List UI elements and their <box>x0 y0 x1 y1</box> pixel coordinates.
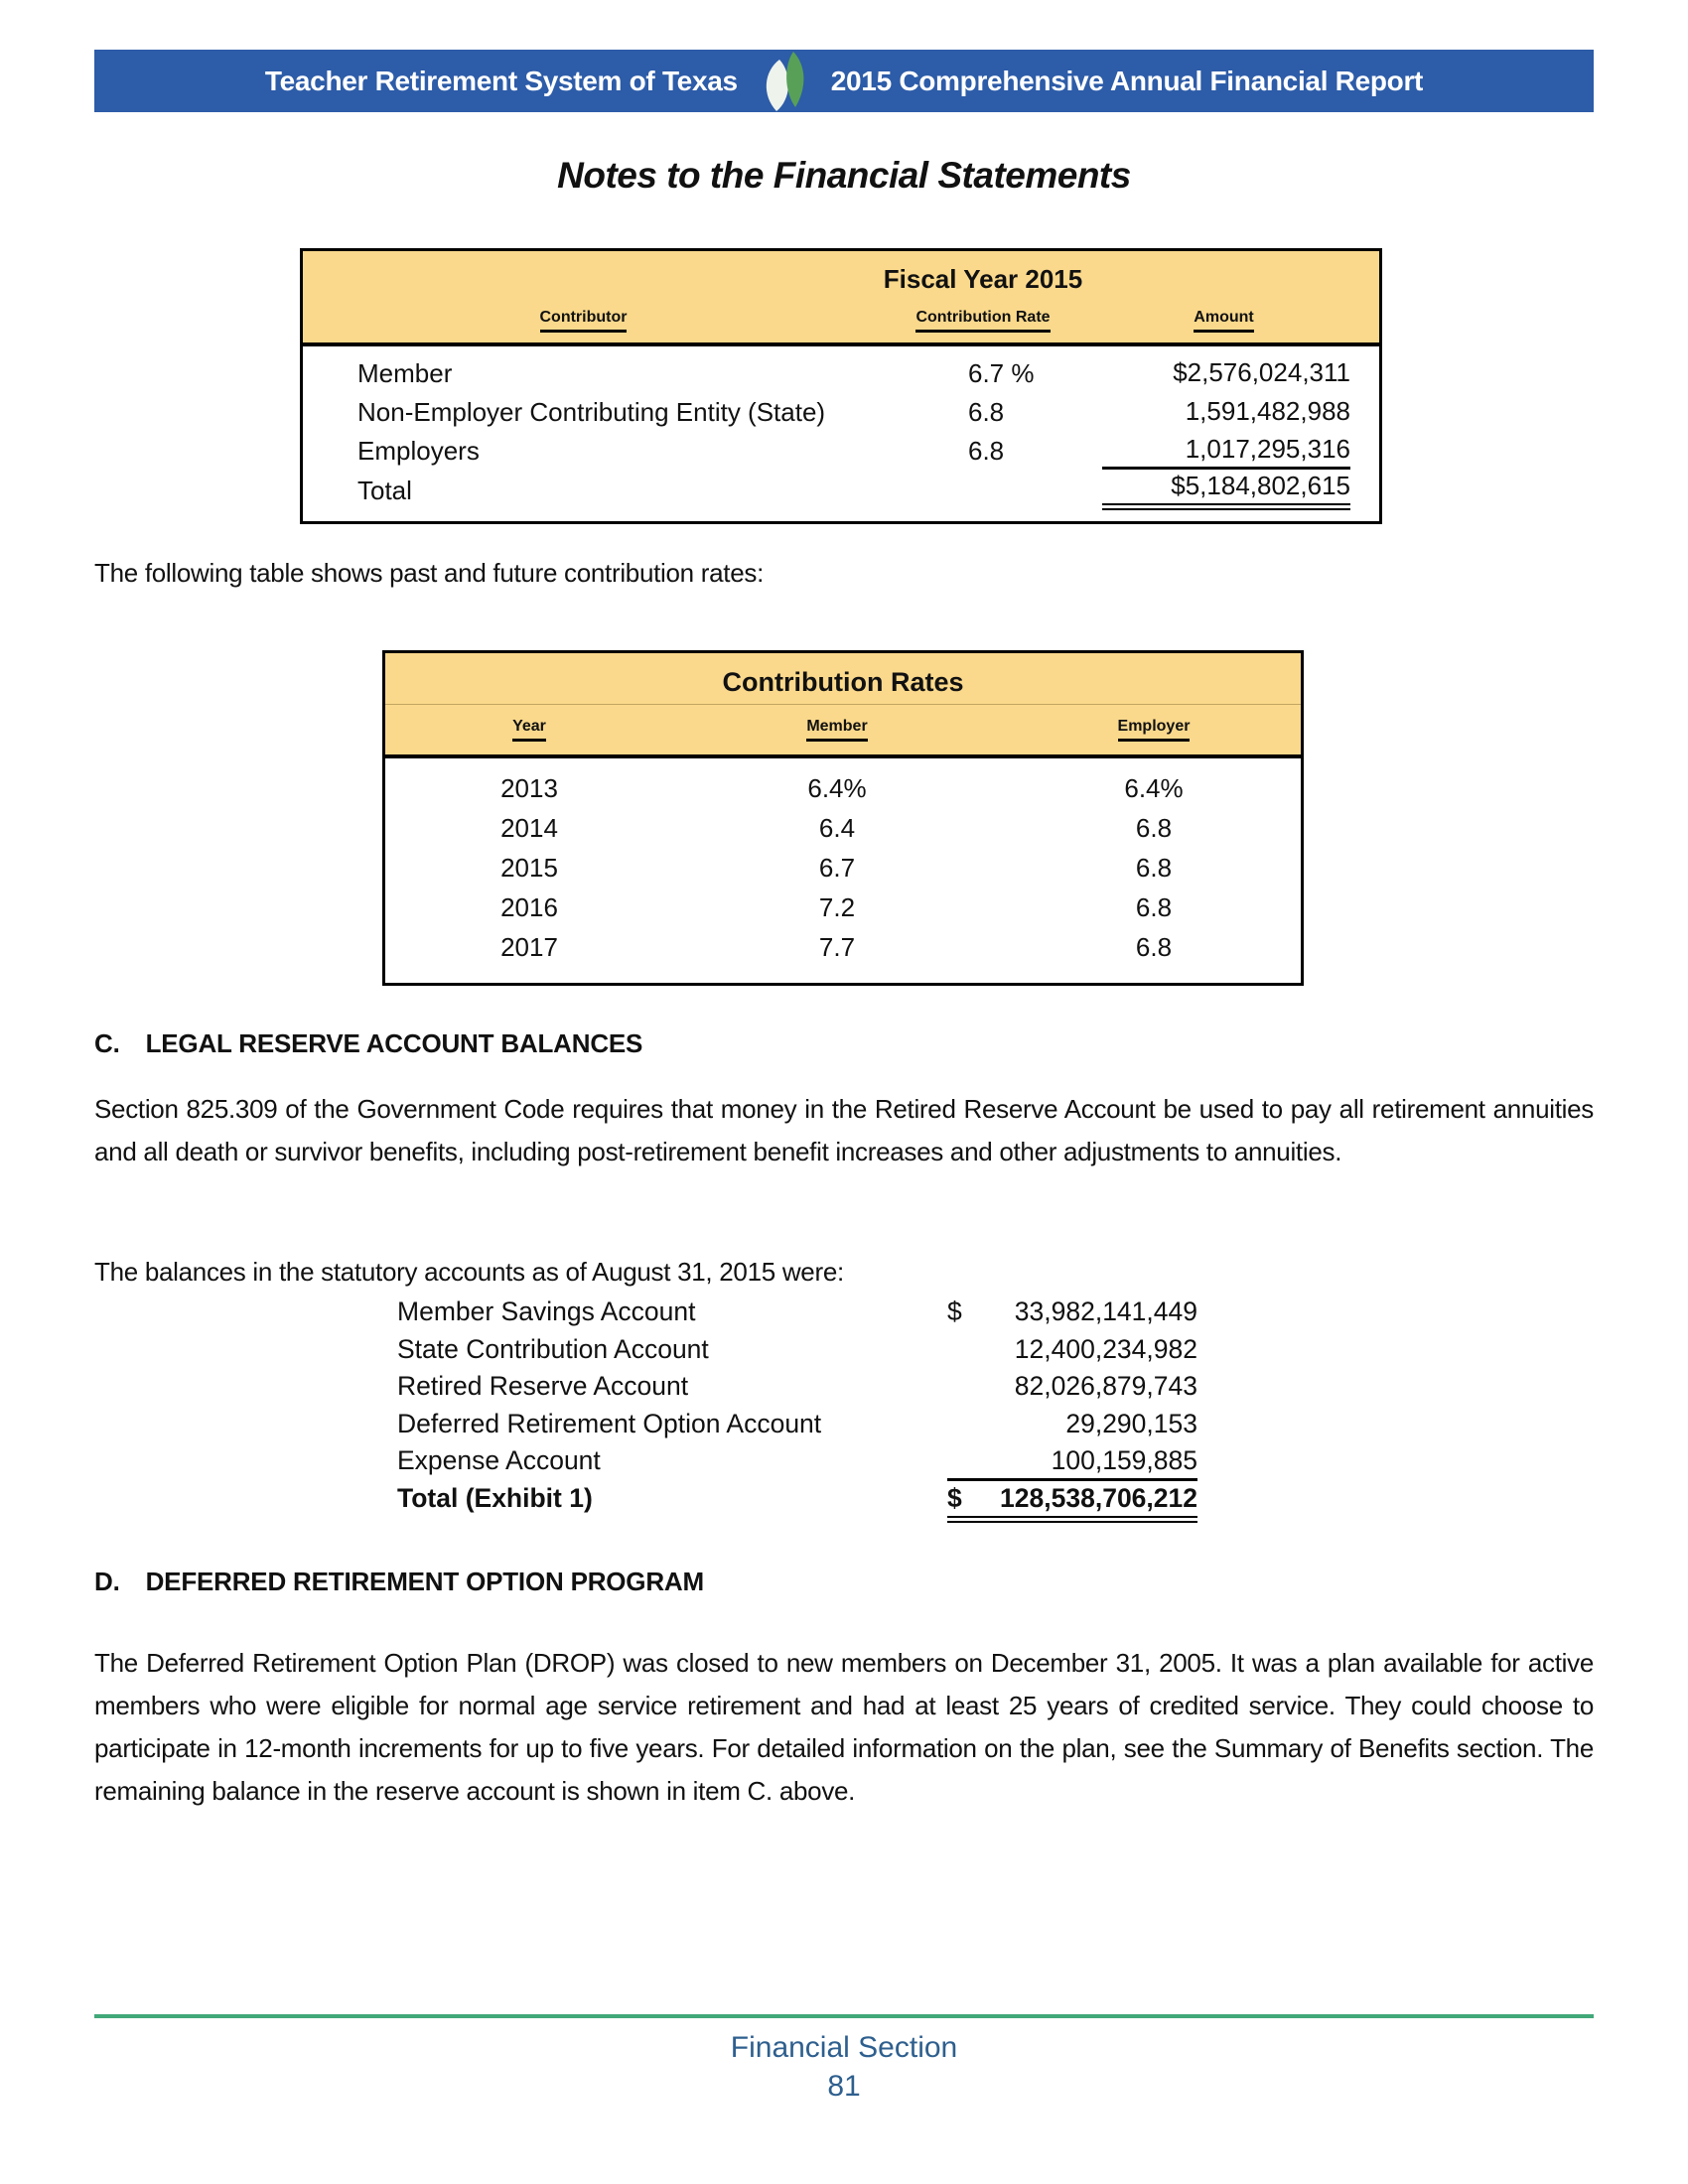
banner-report-title: 2015 Comprehensive Annual Financial Report <box>830 65 1424 96</box>
fy-col-amount: Amount <box>1102 309 1385 333</box>
table-row-total: Total $5,184,802,615 <box>303 471 1379 509</box>
list-item-total: Total (Exhibit 1) $ 128,538,706,212 <box>397 1483 1197 1521</box>
fiscal-year-2015-table <box>300 248 1382 524</box>
list-item: Expense Account 100,159,885 <box>397 1445 1197 1483</box>
page-footer <box>94 2014 1594 2104</box>
fy-table-title: Fiscal Year 2015 <box>883 263 1083 294</box>
section-d-letter: D. <box>94 1567 120 1596</box>
table-row: Non-Employer Contributing Entity (State) 6.8 1,591,482,988 <box>357 396 1350 427</box>
page-title: Notes to the Financial Statements <box>557 155 1131 196</box>
section-d-paragraph: The Deferred Retirement Option Plan (DROP) was closed to new members on December 31, 2005. It was a plan available for active members who were eligible for normal age service retirement and had at least 25 years of credited service. They could choose to participate in 12-month increments for up to five years. For detailed information on the plan, see the Summary of Benefits section. The remaining balance in the reserve account is shown in item C. above. <box>94 1648 1594 1806</box>
rates-table-header <box>385 653 1301 758</box>
contribution-rates-table <box>382 650 1304 986</box>
fy-table-body <box>303 346 1379 521</box>
rates-intro-text: The following table shows past and future contribution rates: <box>94 558 764 588</box>
table-row: Member 6.7 % $2,576,024,311 <box>357 357 1350 388</box>
statutory-account-balances-list <box>397 1297 1197 1520</box>
banner-org-title: Teacher Retirement System of Texas <box>264 65 738 96</box>
list-item: State Contribution Account 12,400,234,982 <box>397 1333 1197 1364</box>
fy-col-contributor: Contributor <box>303 309 864 333</box>
table-row: 2015 6.7 6.8 <box>500 852 1173 883</box>
rates-col-year: Year <box>385 718 673 742</box>
rates-col-employer: Employer <box>1001 718 1307 742</box>
footer-page-number: 81 <box>827 2070 861 2103</box>
table-row: Employers 6.8 1,017,295,316 <box>303 432 1379 471</box>
table-row: 2013 6.4% 6.4% <box>500 772 1184 803</box>
list-item: Member Savings Account $ 33,982,141,449 <box>397 1297 1197 1326</box>
table-row: 2017 7.7 6.8 <box>500 931 1173 962</box>
list-item: Deferred Retirement Option Account 29,290,153 <box>397 1408 1197 1438</box>
table-row: 2014 6.4 6.8 <box>500 812 1173 843</box>
section-c-heading <box>94 1028 642 1059</box>
fy-table-header <box>303 251 1379 346</box>
fy-col-rate: Contribution Rate <box>864 309 1102 333</box>
footer-section-label: Financial Section <box>730 2031 958 2064</box>
rates-table-title: Contribution Rates <box>385 661 1301 705</box>
page-header-banner <box>94 50 1594 112</box>
balances-intro-text: The balances in the statutory accounts as of August 31, 2015 were: <box>94 1257 844 1287</box>
section-d-heading <box>94 1567 704 1597</box>
section-c-letter: C. <box>94 1028 120 1058</box>
rates-col-member: Member <box>673 718 1001 742</box>
section-c-title: LEGAL RESERVE ACCOUNT BALANCES <box>145 1028 643 1058</box>
trs-leaf-logo-icon <box>756 50 813 113</box>
rates-table-body <box>385 758 1301 983</box>
section-d-title: DEFERRED RETIREMENT OPTION PROGRAM <box>145 1567 704 1596</box>
list-item: Retired Reserve Account 82,026,879,743 <box>397 1371 1197 1401</box>
footer-rule <box>94 2014 1594 2018</box>
table-row: 2016 7.2 6.8 <box>500 891 1173 922</box>
section-c-paragraph: Section 825.309 of the Government Code requires that money in the Retired Reserve Account be used to pay all retirement annuities and all death or survivor benefits, including post-retirement benefit increases and other adjustments to annuities. <box>94 1094 1594 1166</box>
